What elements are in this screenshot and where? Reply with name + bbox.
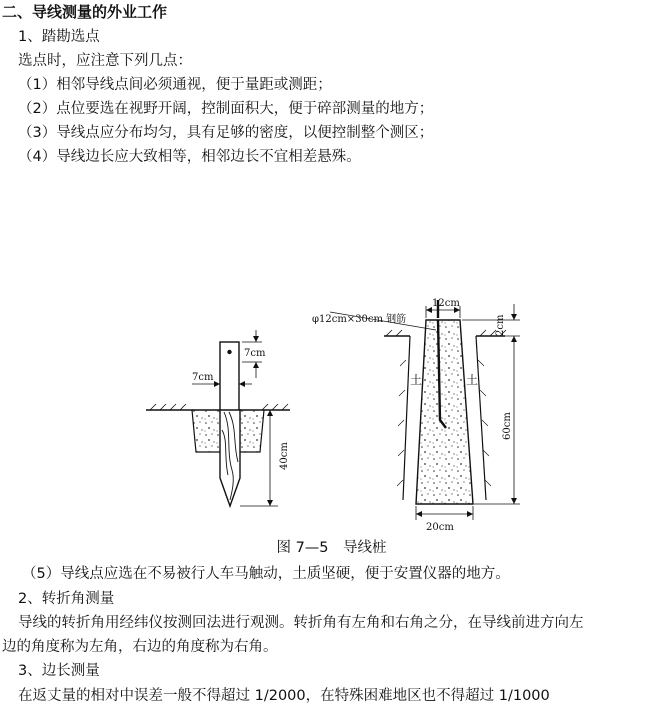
subheading-angle-measurement: 2、转折角测量 bbox=[18, 591, 115, 607]
dim-bottom-20cm: 20cm bbox=[426, 522, 454, 533]
angle-paragraph-line-1: 导线的转折角用经纬仪按测回法进行观测。转折角有左角和右角之分，在导线前进方向左 bbox=[18, 615, 584, 631]
dim-depth-40cm: 40cm bbox=[279, 442, 290, 470]
soil-label-right: 土 bbox=[466, 373, 479, 387]
intro-text: 选点时，应注意下列几点： bbox=[18, 53, 192, 69]
dim-top-7cm: 7cm bbox=[244, 348, 266, 359]
concrete-pile-diagram bbox=[330, 300, 520, 520]
rebar-label: φ12cm×30cm 钢筋 bbox=[312, 314, 407, 325]
point-3: （3）导线点应分布均匀，具有足够的密度，以便控制整个测区； bbox=[18, 125, 434, 141]
dim-top-12cm: 12cm bbox=[432, 298, 460, 309]
side-paragraph-line-1: 在返丈量的相对中误差一般不得超过 1/2000，在特殊困难地区也不得超过 1/1000 bbox=[18, 688, 550, 704]
subheading-site-selection: 1、踏勘选点 bbox=[18, 29, 100, 45]
point-1: （1）相邻导线点间必须通视，便于量距或测距； bbox=[18, 77, 332, 93]
dim-60cm: 60cm bbox=[502, 412, 513, 440]
section-heading: 二、导线测量的外业工作 bbox=[2, 3, 168, 21]
point-2: （2）点位要选在视野开阔，控制面积大，便于碎部测量的地方； bbox=[18, 101, 434, 117]
wooden-stake-diagram bbox=[146, 330, 290, 506]
angle-paragraph-line-2: 边的角度称为左角，右边的角度称为右角。 bbox=[2, 639, 278, 655]
dim-side-7cm: 7cm bbox=[192, 372, 214, 383]
point-4: （4）导线边长应大致相等，相邻边长不宜相差悬殊。 bbox=[18, 149, 361, 165]
soil-label-left: 土 bbox=[410, 373, 423, 387]
subheading-side-measurement: 3、边长测量 bbox=[18, 663, 100, 679]
figure-caption: 图 7—5 导线桩 bbox=[276, 540, 387, 556]
point-5: （5）导线点应选在不易被行人车马触动，土质坚硬，便于安置仪器的地方。 bbox=[22, 566, 510, 582]
dim-2cm: 2cm bbox=[495, 314, 506, 336]
